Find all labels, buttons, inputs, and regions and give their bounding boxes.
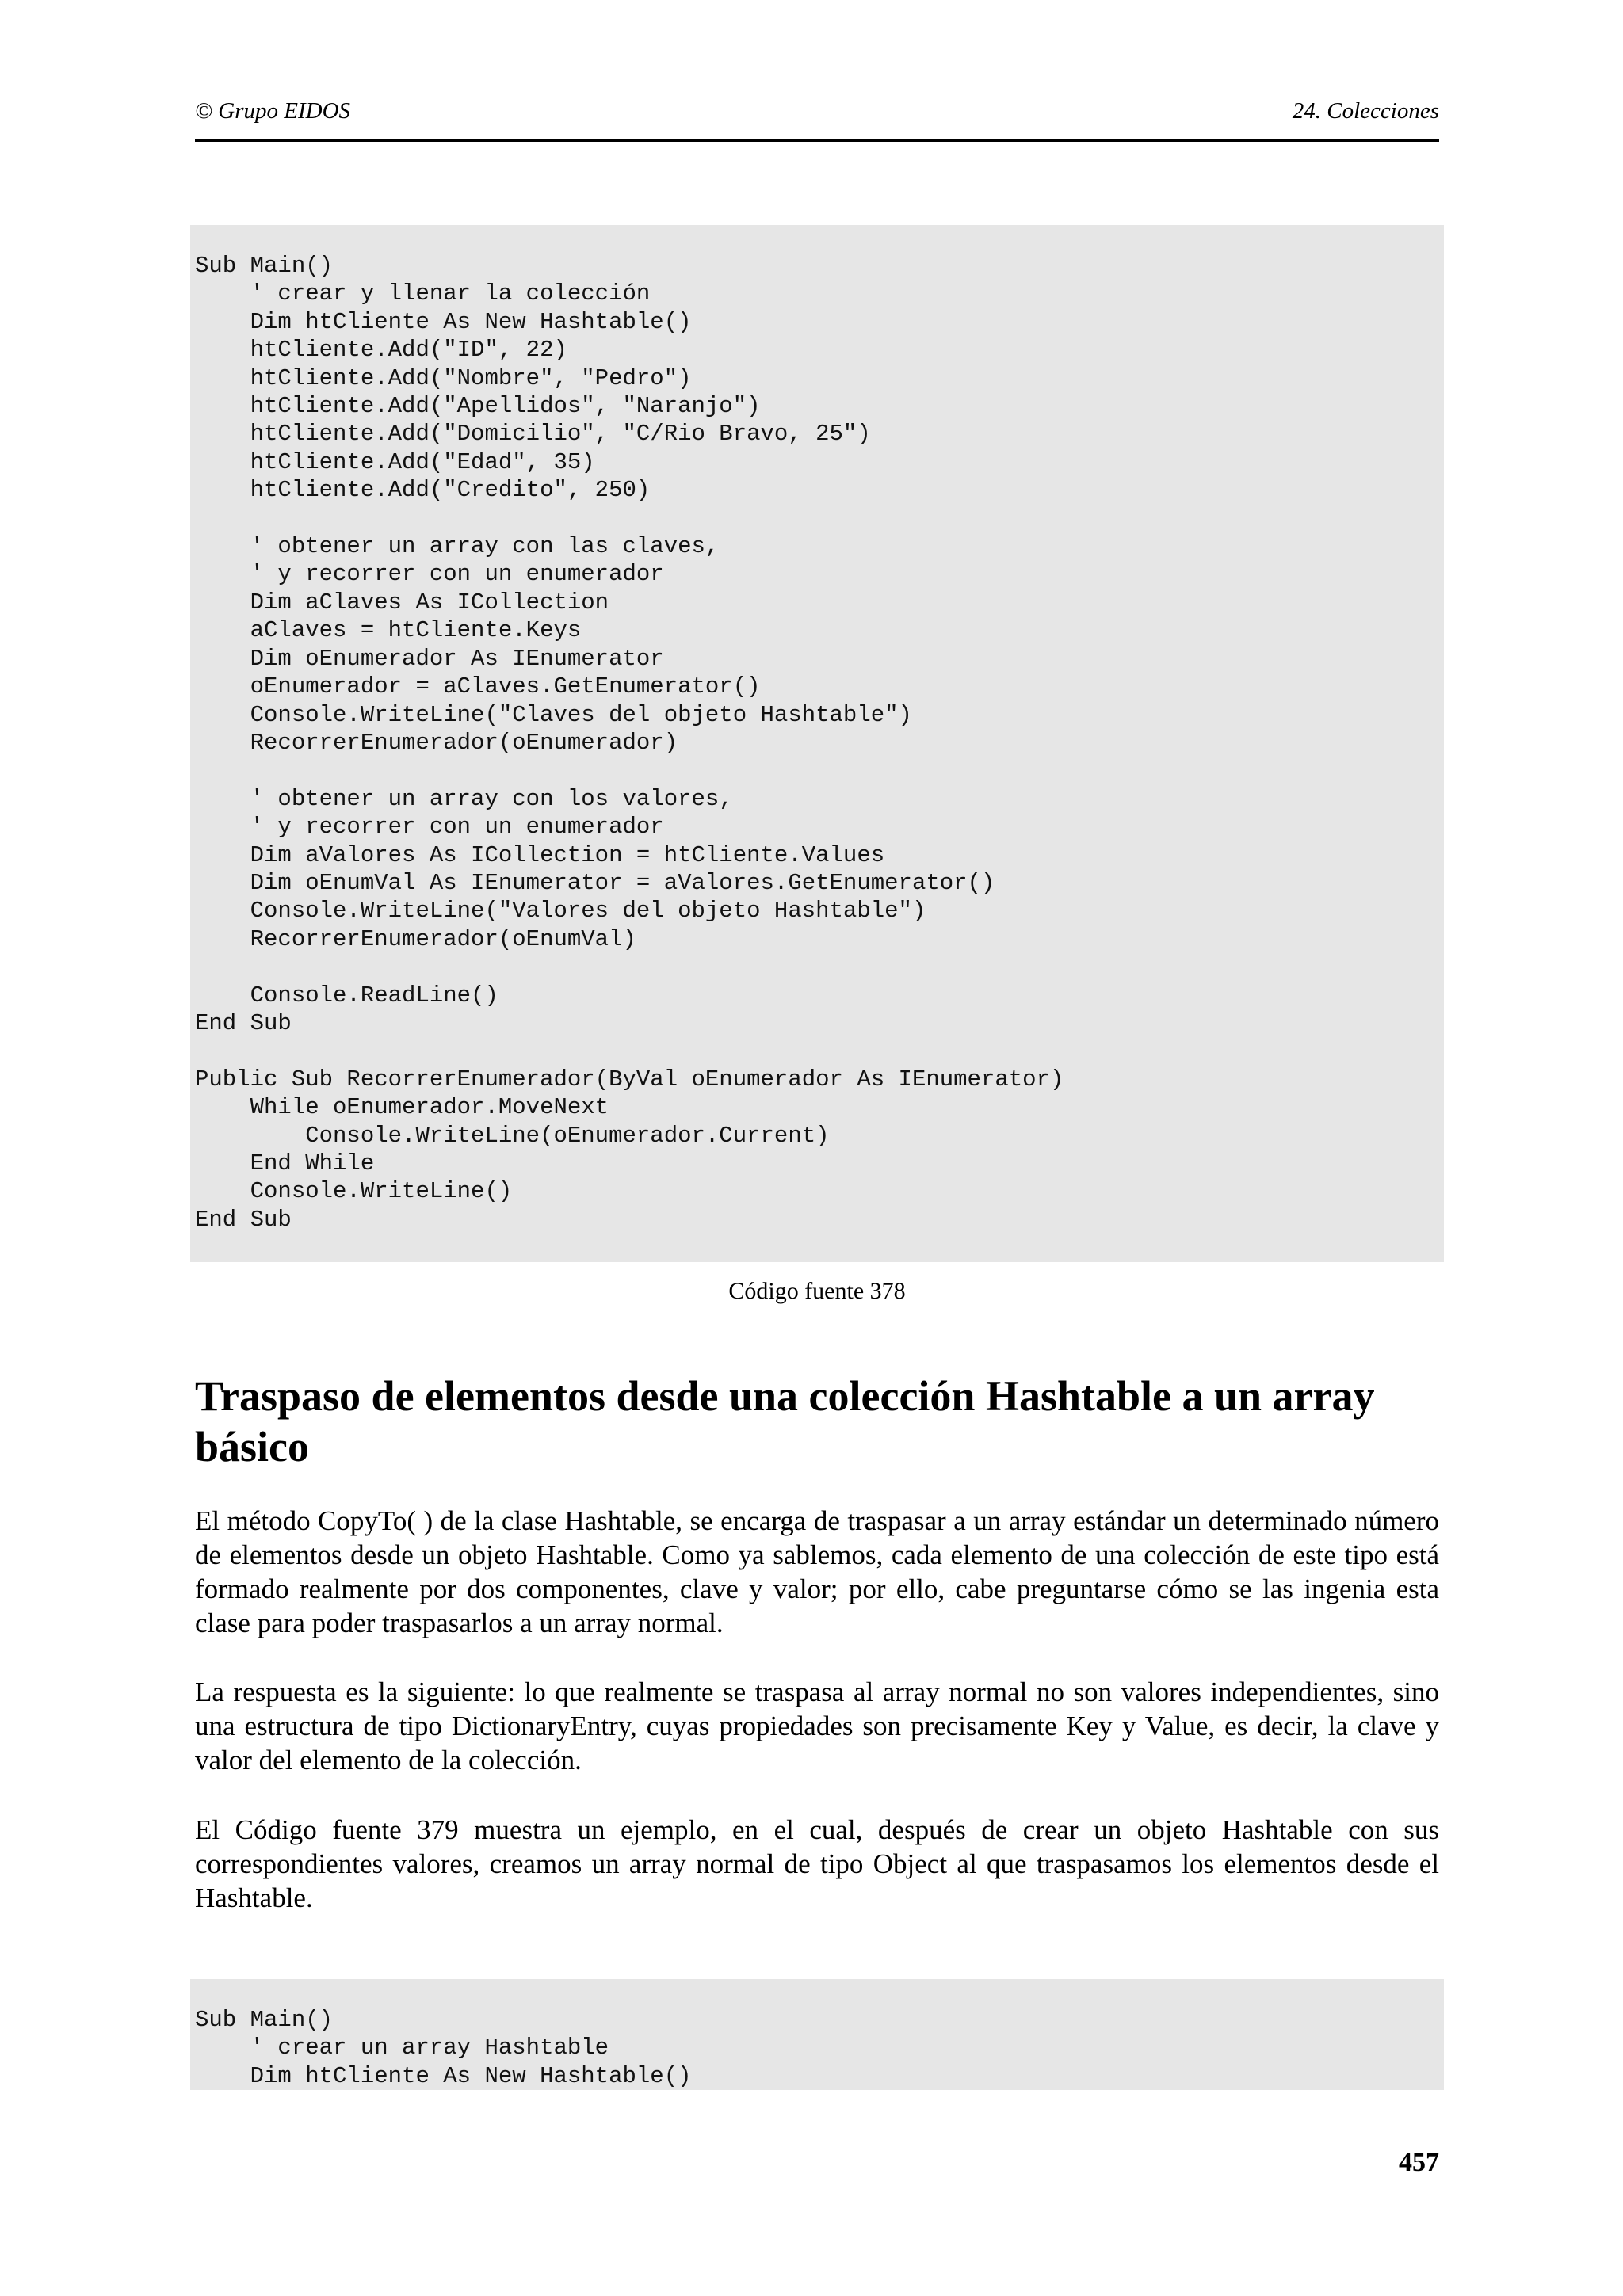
code-line: End Sub [195, 1009, 292, 1036]
section-title: Traspaso de elementos desde una colección Hashtable a un array básico [195, 1372, 1375, 1470]
header-chapter: 24. Colecciones [1292, 98, 1439, 124]
code-block-379 [190, 1979, 1444, 2090]
code-line: Console.WriteLine() [195, 1178, 513, 1205]
code-line: htCliente.Add("Domicilio", "C/Rio Bravo, 25") [195, 421, 871, 448]
code-line: Sub Main() [195, 2007, 334, 2033]
paragraph: La respuesta es la siguiente: lo que realmente se traspasa al array normal no son valores independientes, sino una estructura de tipo DictionaryEntry, cuyas propiedades son precisamente Key y Value, es decir, la clave y valor del elemento de la colección. [195, 1676, 1439, 1775]
code-line: Dim htCliente As New Hashtable() [195, 2062, 692, 2089]
code-line: Console.ReadLine() [195, 982, 498, 1009]
code-line: ' y recorrer con un enumerador [195, 561, 664, 588]
code-line: ' obtener un array con las claves, [195, 533, 720, 560]
code-line: htCliente.Add("ID", 22) [195, 337, 567, 364]
code-line: RecorrerEnumerador(oEnumerador) [195, 729, 678, 756]
code-line: htCliente.Add("Edad", 35) [195, 448, 595, 475]
code-line: End While [195, 1150, 375, 1177]
code-line: htCliente.Add("Credito", 250) [195, 477, 651, 504]
code-line: While oEnumerador.MoveNext [195, 1094, 609, 1121]
code-line: Dim oEnumVal As IEnumerator = aValores.GetEnumerator() [195, 869, 995, 896]
page-header [195, 95, 1439, 142]
code-block-378 [190, 225, 1444, 1262]
code-line: Dim aClaves As ICollection [195, 589, 609, 616]
code-line: Console.WriteLine(oEnumerador.Current) [195, 1122, 830, 1149]
code-line: End Sub [195, 1206, 292, 1233]
code-line: Dim oEnumerador As IEnumerator [195, 645, 664, 672]
code-line: Public Sub RecorrerEnumerador(ByVal oEnumerador As IEnumerator) [195, 1066, 1064, 1093]
code-line: Dim htCliente As New Hashtable() [195, 308, 692, 335]
code-listing [195, 252, 1444, 1234]
code-listing [195, 2006, 1444, 2090]
code-line: htCliente.Add("Nombre", "Pedro") [195, 364, 692, 391]
page-number: 457 [1399, 2148, 1439, 2177]
code-line: Console.WriteLine("Claves del objeto Hashtable") [195, 701, 912, 728]
code-caption: Código fuente 378 [728, 1278, 906, 1304]
paragraph: El Código fuente 379 muestra un ejemplo, en el cual, después de crear un objeto Hashtable con sus correspondientes valores, creamos un array normal de tipo Object al que traspasamos los elementos desde el Hashtable. [195, 1814, 1439, 1913]
header-publisher: © Grupo EIDOS [195, 98, 351, 124]
code-line: ' obtener un array con los valores, [195, 785, 733, 812]
code-line: ' y recorrer con un enumerador [195, 814, 664, 841]
code-line: htCliente.Add("Apellidos", "Naranjo") [195, 393, 761, 420]
code-line: Dim aValores As ICollection = htCliente.Values [195, 841, 885, 868]
code-line: ' crear un array Hashtable [195, 2035, 609, 2061]
code-line: oEnumerador = aClaves.GetEnumerator() [195, 673, 761, 700]
paragraph: El método CopyTo( ) de la clase Hashtable, se encarga de traspasar a un array estándar un determinado número de elementos desde un objeto Hashtable. Como ya sablemos, cada elemento de una colección de este tipo está formado realmente por dos componentes, clave y valor; por ello, cabe preguntarse cómo se las ingenia esta clase para poder traspasarlos a un array normal. [195, 1505, 1439, 1638]
code-line: ' crear y llenar la colección [195, 280, 651, 307]
code-line: Sub Main() [195, 253, 334, 279]
code-line: RecorrerEnumerador(oEnumVal) [195, 925, 636, 952]
code-line: aClaves = htCliente.Keys [195, 617, 582, 644]
code-line: Console.WriteLine("Valores del objeto Hashtable") [195, 898, 926, 925]
